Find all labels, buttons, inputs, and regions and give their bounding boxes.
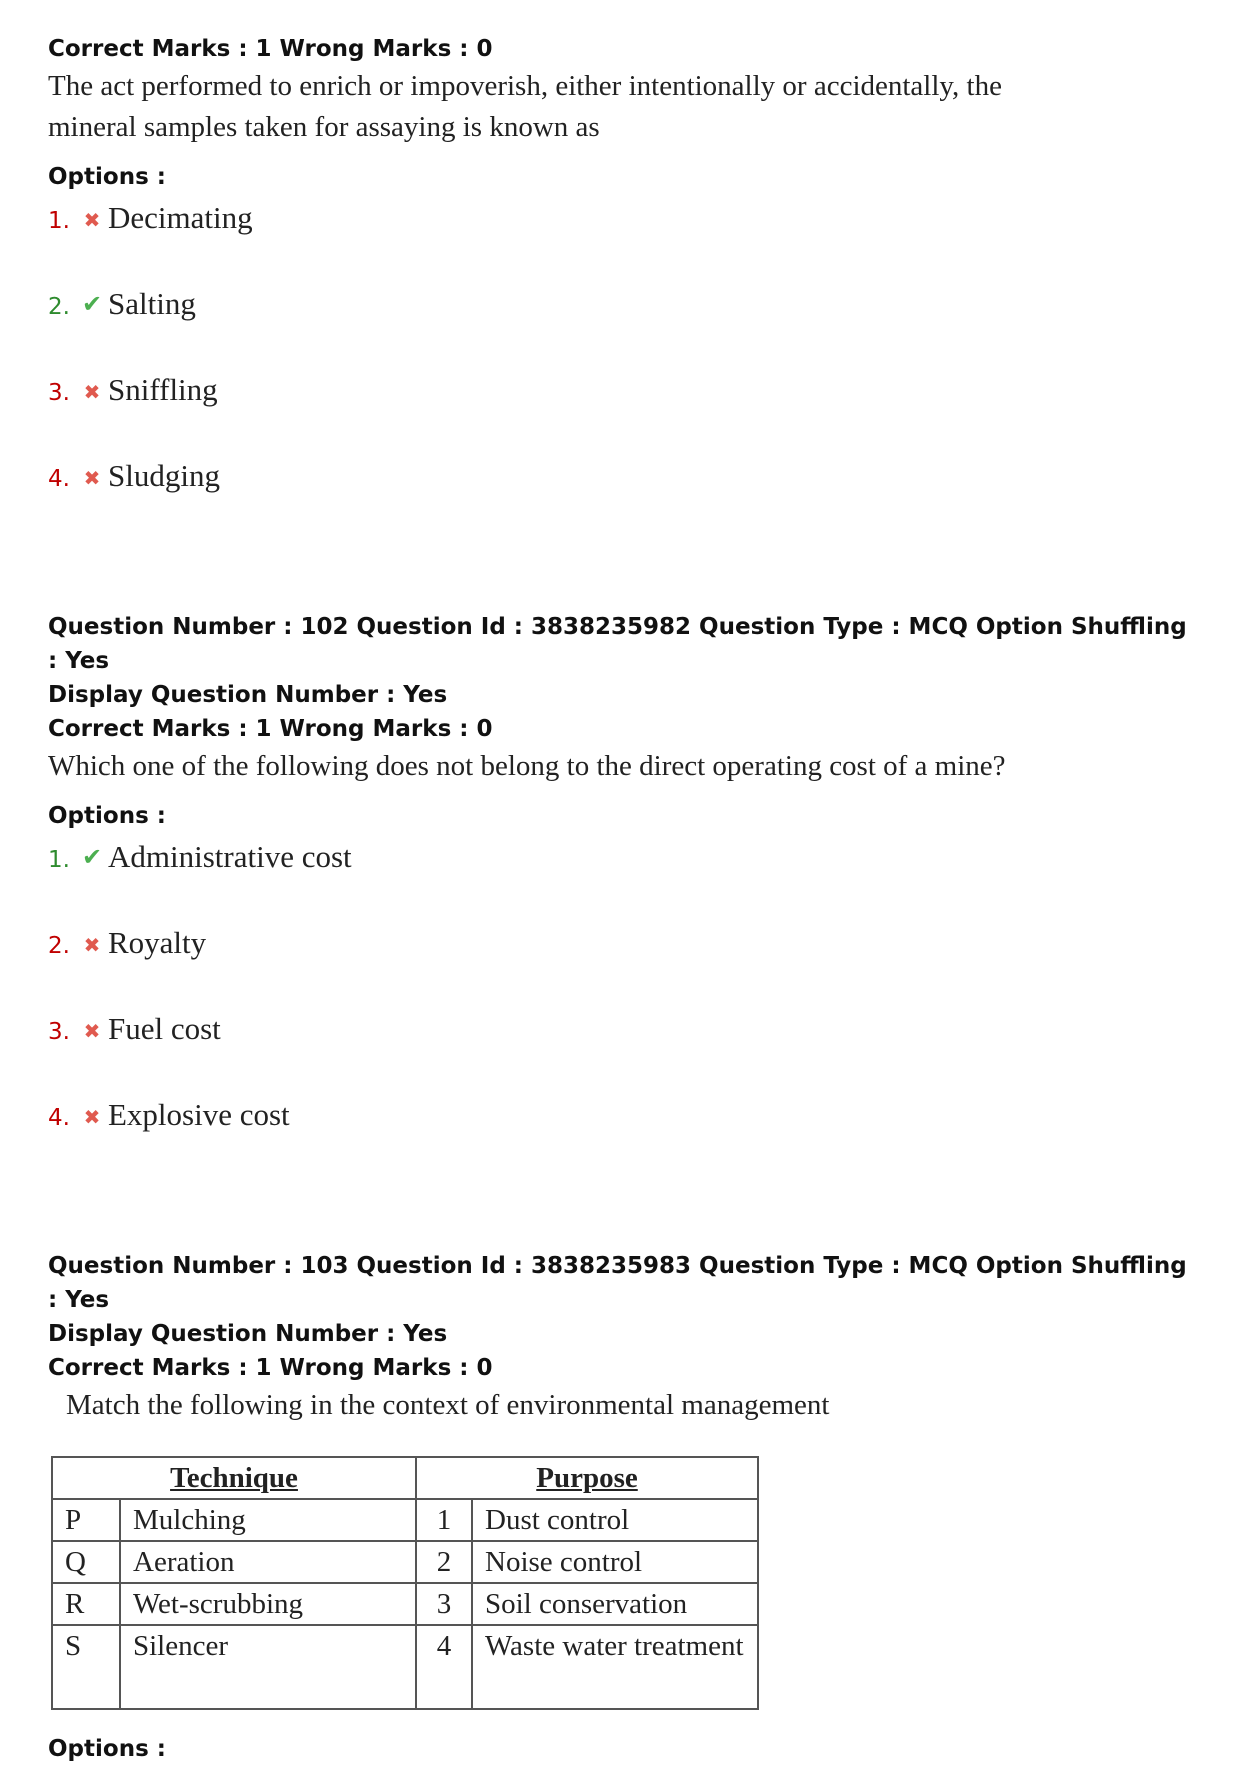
option-number: 1. <box>48 208 70 234</box>
table-row <box>52 1541 758 1583</box>
purpose-cell: Soil conservation <box>472 1583 758 1625</box>
option-text: Salting <box>108 286 196 321</box>
option-item <box>48 452 1198 538</box>
cross-mark-icon: ✖ <box>83 1105 101 1129</box>
purpose-cell: Waste water treatment <box>472 1625 758 1709</box>
option-item <box>48 280 1198 366</box>
option-item <box>48 1091 1198 1177</box>
option-number: 3. <box>48 1019 70 1045</box>
question-stem: Match the following in the context of environmental management <box>66 1389 830 1421</box>
purpose-key: 1 <box>416 1499 472 1541</box>
question-header: Display Question Number : Yes <box>48 1321 448 1347</box>
option-text: Fuel cost <box>108 1011 221 1046</box>
cross-mark-icon: ✖ <box>83 466 101 490</box>
purpose-cell: Dust control <box>472 1499 758 1541</box>
technique-cell: Silencer <box>120 1625 416 1709</box>
table-header-row <box>52 1457 758 1499</box>
technique-key: Q <box>52 1541 120 1583</box>
match-table <box>51 1456 759 1710</box>
question-stem: Which one of the following does not belong to the direct operating cost of a mine? <box>48 750 1006 782</box>
technique-key: P <box>52 1499 120 1541</box>
option-number: 2. <box>48 294 70 320</box>
option-number: 2. <box>48 933 70 959</box>
technique-key: R <box>52 1583 120 1625</box>
option-number: 3. <box>48 380 70 406</box>
stem-line: mineral samples taken for assaying is known as <box>48 111 600 143</box>
purpose-key: 2 <box>416 1541 472 1583</box>
table-row <box>52 1499 758 1541</box>
cross-mark-icon: ✖ <box>83 380 101 404</box>
question-101 <box>48 32 1198 538</box>
option-item <box>48 919 1198 1005</box>
options-label: Options : <box>48 164 166 190</box>
question-102 <box>48 610 1198 1177</box>
marks-line: Correct Marks : 1 Wrong Marks : 0 <box>48 36 493 62</box>
marks-line: Correct Marks : 1 Wrong Marks : 0 <box>48 716 493 742</box>
technique-cell: Mulching <box>120 1499 416 1541</box>
option-item <box>48 1005 1198 1091</box>
table-row <box>52 1583 758 1625</box>
question-paper <box>48 32 1198 1766</box>
option-item <box>48 194 1198 280</box>
spacer <box>48 538 1198 610</box>
option-text: Sniffling <box>108 372 218 407</box>
purpose-header: Purpose <box>416 1457 758 1499</box>
check-mark-icon: ✔ <box>81 290 103 318</box>
spacer <box>48 1177 1198 1249</box>
question-header: Question Number : 103 Question Id : 3838235983 Question Type : MCQ Option Shuffling : Yes <box>48 1253 1187 1313</box>
option-item <box>48 366 1198 452</box>
option-number: 4. <box>48 1105 70 1131</box>
question-stem <box>48 66 1198 148</box>
options-list <box>48 194 1198 538</box>
cross-mark-icon: ✖ <box>83 208 101 232</box>
purpose-key: 3 <box>416 1583 472 1625</box>
technique-header: Technique <box>52 1457 416 1499</box>
question-header: Question Number : 102 Question Id : 3838235982 Question Type : MCQ Option Shuffling : Yes <box>48 614 1187 674</box>
table-row <box>52 1625 758 1709</box>
option-text: Explosive cost <box>108 1097 290 1132</box>
purpose-key: 4 <box>416 1625 472 1709</box>
option-number: 1. <box>48 847 70 873</box>
options-label: Options : <box>48 1736 166 1762</box>
purpose-cell: Noise control <box>472 1541 758 1583</box>
check-mark-icon: ✔ <box>81 843 103 871</box>
option-text: Sludging <box>108 458 220 493</box>
option-text: Administrative cost <box>108 839 352 874</box>
option-item <box>48 833 1198 919</box>
cross-mark-icon: ✖ <box>83 1019 101 1043</box>
options-list <box>48 833 1198 1177</box>
question-header: Display Question Number : Yes <box>48 682 448 708</box>
cross-mark-icon: ✖ <box>83 933 101 957</box>
options-label: Options : <box>48 803 166 829</box>
question-103 <box>48 1249 1198 1766</box>
option-text: Decimating <box>108 200 253 235</box>
technique-cell: Aeration <box>120 1541 416 1583</box>
option-number: 4. <box>48 466 70 492</box>
technique-key: S <box>52 1625 120 1709</box>
marks-line: Correct Marks : 1 Wrong Marks : 0 <box>48 1355 493 1381</box>
stem-line: The act performed to enrich or impoverish, either intentionally or accidentally, the <box>48 70 1002 102</box>
technique-cell: Wet-scrubbing <box>120 1583 416 1625</box>
option-text: Royalty <box>108 925 207 960</box>
